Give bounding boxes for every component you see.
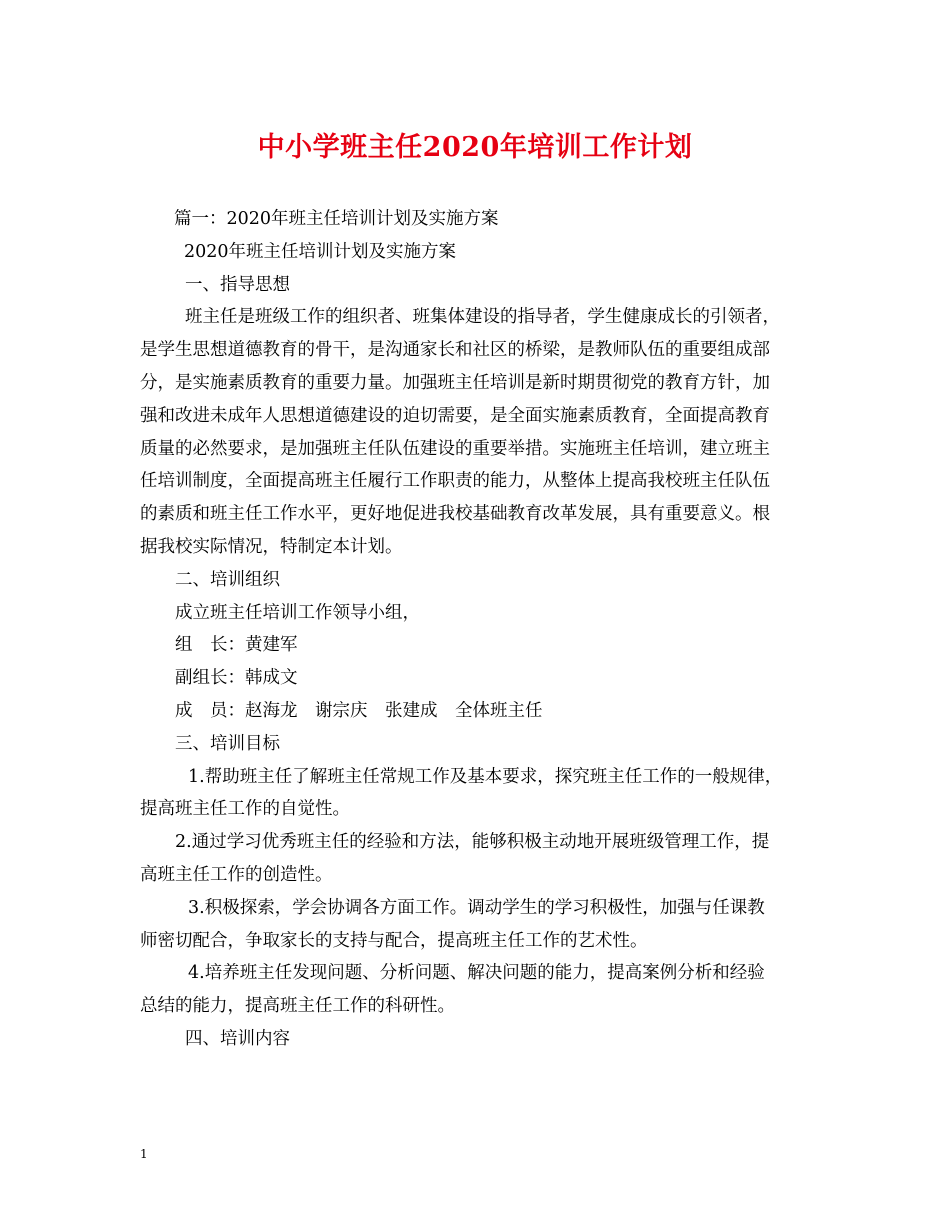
paragraph-line: 1.帮助班主任了解班主任常规工作及基本要求，探究班主任工作的一般规律，	[188, 766, 783, 787]
paragraph-line: 总结的能力，提高班主任工作的科研性。	[140, 996, 455, 1017]
paragraph-line: 4.培养班主任发现问题、分析问题、解决问题的能力，提高案例分析和经验	[188, 963, 765, 984]
paragraph-line: 分，是实施素质教育的重要力量。加强班主任培训是新时期贯彻党的教育方针，加	[140, 372, 770, 393]
paragraph-line: 班主任是班级工作的组织者、班集体建设的指导者，学生健康成长的引领者，	[185, 307, 780, 328]
section-heading-training-organization: 二、培训组织	[175, 569, 280, 590]
paragraph-goal-4	[140, 957, 812, 1023]
paragraph-line: 的素质和班主任工作水平，更好地促进我校基础教育改革发展，具有重要意义。根	[140, 504, 770, 525]
paragraph-guiding-ideology	[140, 301, 812, 563]
document-title: 中小学班主任2020年培训工作计划	[257, 132, 693, 163]
paragraph-deputy-leader: 副组长：韩成文	[175, 668, 298, 689]
paragraph-group-leader: 组 长：黄建军	[175, 635, 298, 656]
paragraph-line: 强和改进未成年人思想道德建设的迫切需要，是全面实施素质教育，全面提高教育	[140, 405, 770, 426]
paragraph-line: 任培训制度，全面提高班主任履行工作职责的能力，从整体上提高我校班主任队伍	[140, 471, 770, 492]
paragraph-members: 成 员：赵海龙 谢宗庆 张建成 全体班主任	[175, 700, 543, 721]
paragraph-subtitle: 2020年班主任培训计划及实施方案	[184, 241, 457, 262]
paragraph-line: 提高班主任工作的自觉性。	[140, 799, 350, 820]
paragraph-line: 是学生思想道德教育的骨干，是沟通家长和社区的桥梁，是教师队伍的重要组成部	[140, 340, 770, 361]
paragraph-goal-1	[140, 761, 812, 827]
paragraph-line: 质量的必然要求，是加强班主任队伍建设的重要举措。实施班主任培训，建立班主	[140, 438, 770, 459]
paragraph-heading-part-one: 篇一：2020年班主任培训计划及实施方案	[174, 209, 499, 229]
paragraph-line: 据我校实际情况，特制定本计划。	[140, 536, 403, 557]
section-heading-training-goals: 三、培训目标	[175, 733, 280, 754]
section-heading-training-content: 四、培训内容	[185, 1028, 290, 1049]
paragraph-line: 3.积极探索，学会协调各方面工作。调动学生的学习积极性，加强与任课教	[188, 897, 765, 918]
paragraph-line: 2.通过学习优秀班主任的经验和方法，能够积极主动地开展班级管理工作，提	[175, 832, 770, 853]
section-heading-guiding-ideology: 一、指导思想	[185, 274, 290, 295]
document-body	[140, 203, 812, 1056]
paragraph-goal-2	[140, 826, 812, 892]
paragraph-line: 师密切配合，争取家长的支持与配合，提高班主任工作的艺术性。	[140, 930, 648, 951]
paragraph-line: 高班主任工作的创造性。	[140, 864, 333, 885]
paragraph-leadership-group: 成立班主任培训工作领导小组，	[175, 602, 420, 623]
page-number: 1	[140, 1147, 148, 1161]
paragraph-goal-3	[140, 892, 812, 958]
